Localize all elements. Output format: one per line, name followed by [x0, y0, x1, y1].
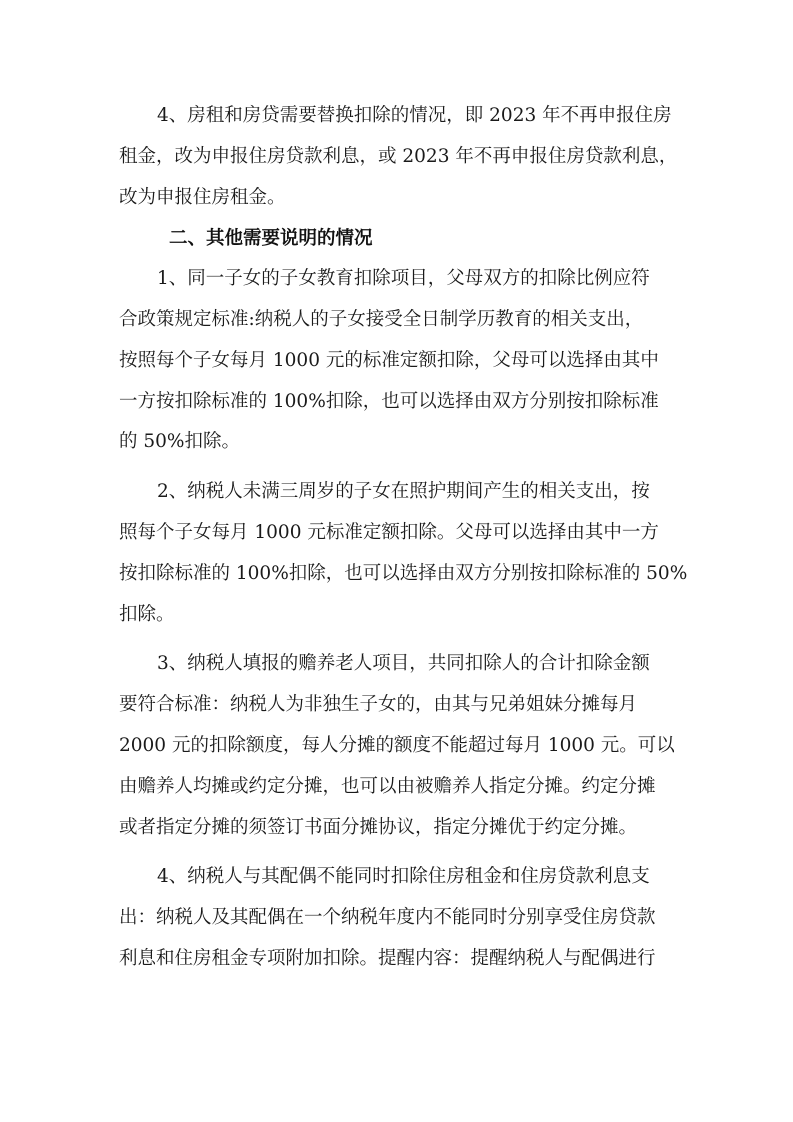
text-line: 2000 元的扣除额度，每人分摊的额度不能超过每月 1000 元。可以	[119, 734, 675, 756]
paragraph-infant-care	[119, 472, 688, 635]
text-line: 2、纳税人未满三周岁的子女在照护期间产生的相关支出，按	[157, 481, 650, 503]
text-line: 租金，改为申报住房贷款利息，或 2023 年不再申报住房贷款利息，	[119, 145, 678, 167]
text-line: 出：纳税人及其配偶在一个纳税年度内不能同时分别享受住房贷款	[119, 907, 656, 929]
paragraph-child-education	[119, 259, 684, 463]
paragraph-elderly-support	[119, 644, 684, 848]
text-line: 合政策规定标准:纳税人的子女接受全日制学历教育的相关支出，	[119, 308, 644, 330]
text-line: 或者指定分摊的须签订书面分摊协议，指定分摊优于约定分摊。	[119, 816, 638, 838]
text-line: 一方按扣除标准的 100%扣除，也可以选择由双方分别按扣除标准	[119, 390, 659, 412]
text-line: 照每个子女每月 1000 元标准定额扣除。父母可以选择由其中一方	[119, 521, 659, 543]
heading-text: 二、其他需要说明的情况	[169, 228, 373, 250]
section-heading	[119, 218, 684, 259]
text-line: 要符合标准：纳税人为非独生子女的，由其与兄弟姐妹分摊每月	[119, 694, 638, 716]
paragraph-spouse-deduction	[119, 857, 684, 979]
paragraph-housing-swap	[119, 96, 684, 218]
text-line: 3、纳税人填报的赡养老人项目，共同扣除人的合计扣除金额	[157, 653, 650, 675]
text-line: 扣除。	[119, 603, 175, 625]
text-line: 利息和住房租金专项附加扣除。提醒内容：提醒纳税人与配偶进行	[119, 947, 656, 969]
text-line: 按扣除标准的 100%扣除，也可以选择由双方分别按扣除标准的 50%	[119, 562, 688, 584]
document-body	[119, 96, 688, 980]
text-line: 由赡养人均摊或约定分摊，也可以由被赡养人指定分摊。约定分摊	[119, 775, 656, 797]
text-line: 按照每个子女每月 1000 元的标准定额扣除，父母可以选择由其中	[119, 349, 659, 371]
text-line: 4、纳税人与其配偶不能同时扣除住房租金和住房贷款利息支	[157, 866, 650, 888]
text-line: 的 50%扣除。	[119, 431, 241, 453]
text-line: 改为申报住房租金。	[119, 186, 286, 208]
text-line: 4、房租和房贷需要替换扣除的情况，即 2023 年不再申报住房	[157, 105, 672, 126]
text-line: 1、同一子女的子女教育扣除项目，父母双方的扣除比例应符	[157, 268, 650, 290]
